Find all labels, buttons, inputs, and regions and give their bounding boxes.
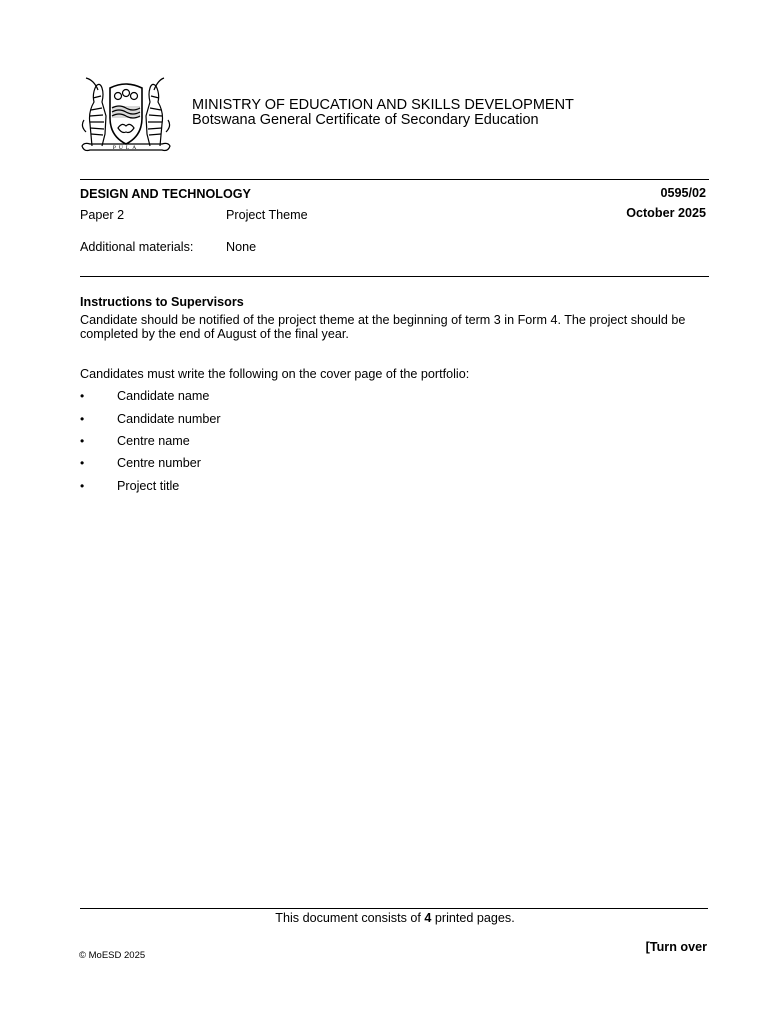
additional-materials-value: None [226,240,257,254]
cover-item-project-title: Project title [117,479,180,493]
exam-body-name: Botswana General Certificate of Secondary Education [192,112,539,128]
copyright-notice: © MoESD 2025 [79,950,146,961]
instructions-line-1: Candidate should be notified of the project theme at the beginning of term 3 in Form 4. The project should be [80,313,686,327]
paper-title: Project Theme [226,208,308,222]
bullet-symbol: • [80,389,85,403]
footer-rule [80,908,708,909]
bullet-symbol: • [80,412,85,426]
ministry-name: MINISTRY OF EDUCATION AND SKILLS DEVELOPMENT [192,97,574,113]
bullet-symbol: • [80,479,85,493]
page-count-note [0,911,768,926]
paper-code: 0595/02 [660,186,706,200]
paper-number: Paper 2 [80,208,125,222]
instructions-heading: Instructions to Supervisors [80,295,244,309]
instructions-line-2: completed by the end of August of the final year. [80,327,349,341]
additional-materials-label: Additional materials: [80,240,194,254]
botswana-coat-of-arms-logo [72,76,180,158]
exam-session: October 2025 [626,206,706,220]
bullet-symbol: • [80,456,85,470]
page-count-number: 4 [424,911,432,925]
cover-item-candidate-number: Candidate number [117,412,221,426]
bullet-symbol: • [80,434,85,448]
header-bottom-rule [80,276,709,277]
cover-item-candidate-name: Candidate name [117,389,210,403]
page-count-suffix: printed pages. [431,911,515,925]
cover-item-centre-number: Centre number [117,456,201,470]
crest-motto: PULA [112,145,140,151]
cover-page-intro: Candidates must write the following on the cover page of the portfolio: [80,367,470,381]
header-top-rule [80,179,709,180]
cover-item-centre-name: Centre name [117,434,190,448]
page-count-prefix: This document consists of [275,911,425,925]
turn-over-note: [Turn over [645,940,707,954]
subject-title: DESIGN AND TECHNOLOGY [80,187,251,201]
